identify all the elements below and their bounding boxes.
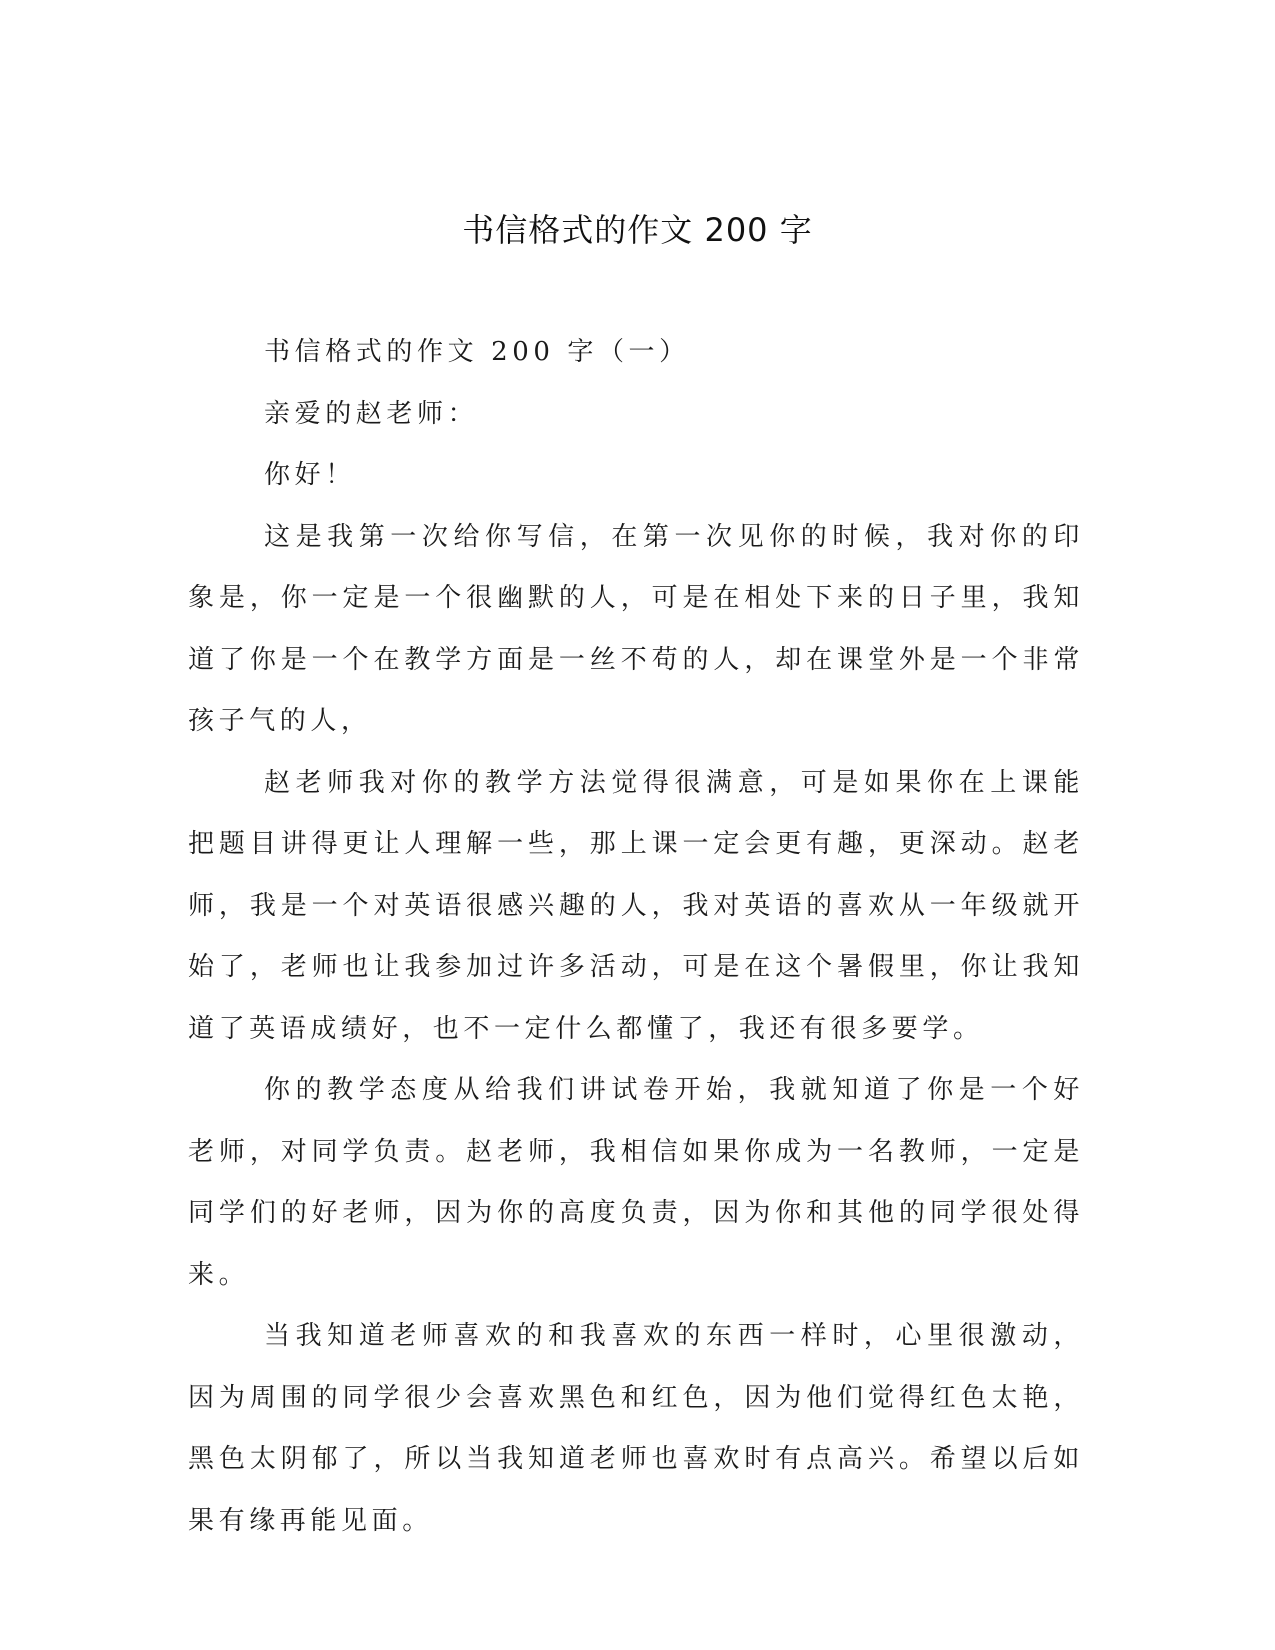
- essay-subtitle: 书信格式的作文 200 字（一）: [264, 337, 690, 367]
- letter-greeting: 你好！: [264, 460, 356, 490]
- body-paragraph: 你的教学态度从给我们讲试卷开始，我就知道了你是一个好老师，对同学负责。赵老师，我相信如果你成为一名教师，一定是同学们的好老师，因为你的高度负责，因为你和其他的同学很处得来。: [188, 1075, 1084, 1290]
- body-paragraph: 这是我第一次给你写信，在第一次见你的时候，我对你的印象是，你一定是一个很幽默的人，可是在相处下来的日子里，我知道了你是一个在教学方面是一丝不苟的人，却在课堂外是一个非常孩子气的人，: [188, 521, 1084, 736]
- body-paragraph: 当我知道老师喜欢的和我喜欢的东西一样时，心里很激动，因为周围的同学很少会喜欢黑色和红色，因为他们觉得红色太艳，黑色太阴郁了，所以当我知道老师也喜欢时有点高兴。希望以后如果有缘再能见面。: [188, 1321, 1084, 1536]
- letter-salutation: 亲爱的赵老师：: [264, 398, 479, 429]
- body-paragraph: 赵老师我对你的教学方法觉得很满意，可是如果你在上课能把题目讲得更让人理解一些，那上课一定会更有趣，更深动。赵老师，我是一个对英语很感兴趣的人，我对英语的喜欢从一年级就开始了，老师也让我参加过许多活动，可是在这个暑假里，你让我知道了英语成绩好，也不一定什么都懂了，我还有很多要学。: [188, 767, 1084, 1044]
- document-title: 书信格式的作文 200 字: [462, 211, 813, 249]
- document-body: [188, 322, 1084, 1552]
